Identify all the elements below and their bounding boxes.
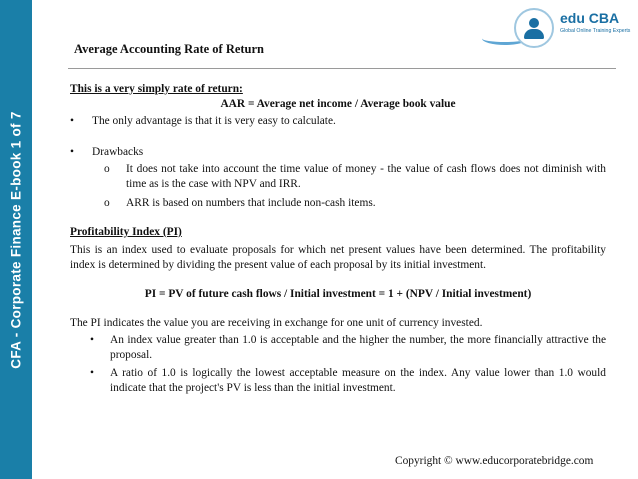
drawback-text: ARR is based on numbers that include non-cash items. [126, 197, 376, 209]
pi-point [70, 333, 606, 363]
pi-point-text: A ratio of 1.0 is logically the lowest acceptable measure on the index. Any value lower than 1.0 would indicate that the project's PV is less than the initial investment. [110, 367, 606, 394]
page-content [70, 82, 606, 396]
bullet-marker: • [70, 146, 74, 158]
page-title: Average Accounting Rate of Return [74, 42, 265, 56]
aar-formula: AAR = Average net income / Average book value [220, 98, 456, 110]
pi-definition: This is an index used to evaluate proposals for which net present values have been determined. The profitability index is determined by dividing the present value of each proposal by its initial investment. [70, 244, 606, 271]
sidebar-title: CFA - Corporate Finance E-book 1 of 7 [8, 111, 24, 369]
drawback-text: It does not take into account the time value of money - the value of cash flows does not diminish with time as is the case with NPV and IRR. [126, 163, 606, 190]
aar-drawbacks-item [70, 145, 606, 160]
aar-drawbacks-label: Drawbacks [92, 146, 144, 158]
pi-point-text: An index value greater than 1.0 is acceptable and the higher the number, the more financially attractive the proposal. [110, 334, 606, 361]
title-divider [68, 68, 616, 69]
pi-point [70, 366, 606, 396]
sub-bullet-marker: o [104, 197, 110, 209]
sub-bullet-marker: o [104, 163, 110, 175]
bullet-marker: • [90, 367, 94, 379]
aar-advantage-item [70, 114, 606, 129]
drawback-item [70, 162, 606, 192]
aar-intro: This is a very simply rate of return: [70, 83, 243, 95]
logo-name: edu CBA [560, 10, 620, 26]
educba-logo [486, 6, 634, 54]
pi-meaning: The PI indicates the value you are receiving in exchange for one unit of currency invested. [70, 317, 483, 329]
logo-person-icon [514, 8, 554, 48]
bullet-marker: • [90, 334, 94, 346]
drawback-item [70, 196, 606, 211]
copyright-footer: Copyright © www.educorporatebridge.com [395, 455, 594, 467]
sidebar-band [0, 0, 32, 479]
logo-tagline: Global Online Training Experts [560, 28, 631, 34]
pi-heading: Profitability Index (PI) [70, 226, 182, 238]
bullet-marker: • [70, 115, 74, 127]
aar-advantage: The only advantage is that it is very easy to calculate. [92, 115, 336, 127]
pi-formula: PI = PV of future cash flows / Initial investment = 1 + (NPV / Initial investment) [144, 288, 532, 300]
